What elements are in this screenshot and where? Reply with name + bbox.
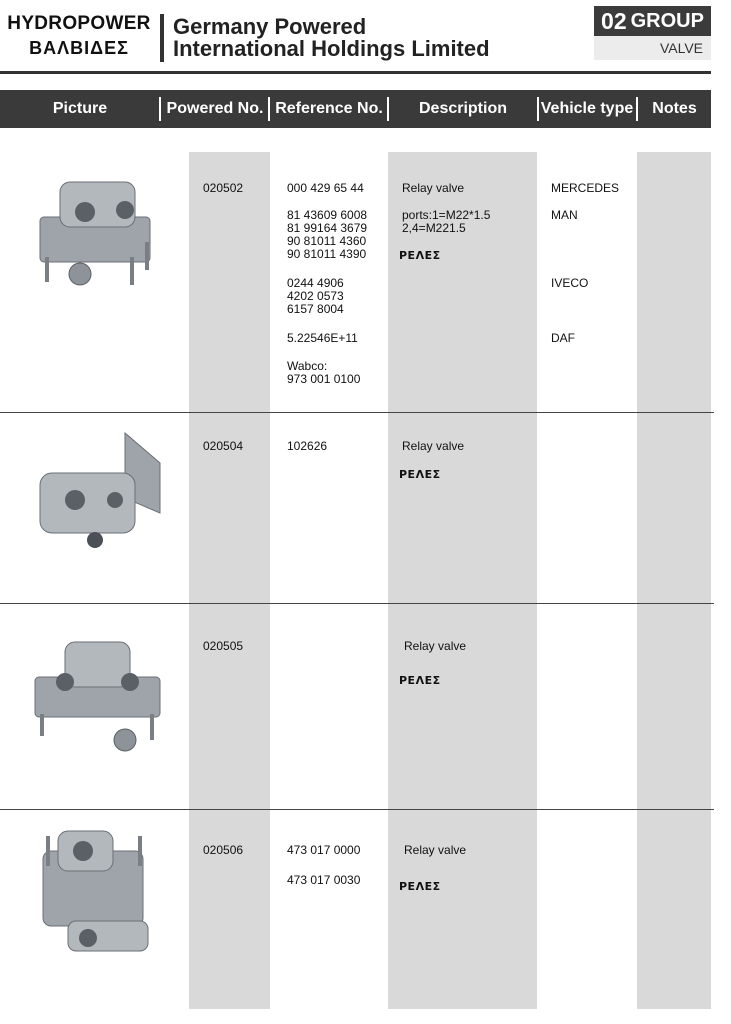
valve-bolt xyxy=(130,257,134,285)
row-divider xyxy=(0,603,714,604)
powered-no: 020505 xyxy=(203,639,244,653)
valve-bolt xyxy=(138,836,142,866)
brand-greek-name: ΒΑΛΒΙΔΕΣ xyxy=(29,38,129,58)
header-rule xyxy=(0,71,711,74)
reference-no: Wabco: 973 001 0100 xyxy=(287,359,361,386)
valve-port xyxy=(114,729,136,751)
description: Relay valve xyxy=(402,439,465,453)
relay-valve-image xyxy=(30,632,165,757)
group-subtitle: VALVE xyxy=(594,36,711,60)
reference-no: 102626 xyxy=(287,439,328,453)
col-header-notes: Notes xyxy=(652,100,697,117)
greek-description: ΡΕΛΕΣ xyxy=(399,249,441,262)
company-line-1: Germany Powered xyxy=(173,14,367,39)
group-number: 02 xyxy=(601,7,627,34)
powered-no: 020506 xyxy=(203,843,244,857)
brand-block xyxy=(0,12,158,60)
valve-bolt xyxy=(145,242,149,270)
relay-valve-image xyxy=(30,172,155,297)
valve-port xyxy=(65,490,85,510)
group-badge xyxy=(594,6,711,36)
valve-port xyxy=(116,201,134,219)
valve-bolt xyxy=(46,836,50,866)
valve-port xyxy=(121,673,139,691)
notes-column-shade xyxy=(637,152,711,1009)
col-header-picture: Picture xyxy=(52,100,108,117)
reference-no: 473 017 0030 xyxy=(287,873,361,887)
col-header-reference-no: Reference No. xyxy=(275,100,383,117)
powered-no: 020502 xyxy=(203,181,244,195)
relay-valve-image xyxy=(28,826,158,961)
reference-no: 81 43609 6008 81 99164 3679 90 81011 4360 90 81011 4390 xyxy=(287,208,368,261)
valve-port xyxy=(75,202,95,222)
header-separator xyxy=(268,97,270,121)
row-divider xyxy=(0,412,714,413)
table-header xyxy=(0,90,711,128)
col-header-description: Description xyxy=(418,100,507,117)
greek-description: ΡΕΛΕΣ xyxy=(399,468,441,481)
header-separator xyxy=(159,97,161,121)
col-header-powered-no: Powered No. xyxy=(166,100,264,117)
greek-description: ΡΕΛΕΣ xyxy=(399,674,441,687)
valve-bolt xyxy=(150,714,154,740)
valve-bolt xyxy=(40,714,44,736)
brand-name: HYDROPOWER xyxy=(7,13,151,34)
valve-port xyxy=(56,673,74,691)
powered-no-column-shade xyxy=(189,152,270,1009)
relay-valve-bracket-image xyxy=(30,428,165,553)
vehicle-type: DAF xyxy=(551,331,575,345)
greek-description: ΡΕΛΕΣ xyxy=(399,880,441,893)
valve-port xyxy=(79,929,97,947)
reference-no: 000 429 65 44 xyxy=(287,181,364,195)
valve-top xyxy=(65,642,130,687)
valve-bolt xyxy=(45,257,49,282)
description: Relay valve xyxy=(402,181,465,195)
vehicle-type: IVECO xyxy=(551,276,589,290)
company-line-2: International Holdings Limited xyxy=(173,36,490,61)
valve-port xyxy=(69,263,91,285)
reference-no: 473 017 0000 xyxy=(287,843,361,857)
group-label: GROUP xyxy=(630,9,704,32)
description: Relay valve xyxy=(404,639,467,653)
reference-no: 5.22546E+11 xyxy=(287,331,358,345)
company-name xyxy=(173,16,490,60)
col-header-vehicle-type: Vehicle type xyxy=(540,100,634,117)
vehicle-type: MAN xyxy=(551,208,578,222)
header-separator xyxy=(387,97,389,121)
valve-port xyxy=(73,841,93,861)
powered-no: 020504 xyxy=(203,439,244,453)
row-divider xyxy=(0,809,714,810)
reference-no: 0244 4906 4202 0573 6157 8004 xyxy=(287,276,344,316)
port-spec: ports:1=M22*1.5 2,4=M221.5 xyxy=(402,208,491,235)
header-divider xyxy=(160,14,164,62)
valve-port xyxy=(87,532,103,548)
vehicle-type: MERCEDES xyxy=(551,181,620,195)
description: Relay valve xyxy=(404,843,467,857)
valve-port xyxy=(107,492,123,508)
